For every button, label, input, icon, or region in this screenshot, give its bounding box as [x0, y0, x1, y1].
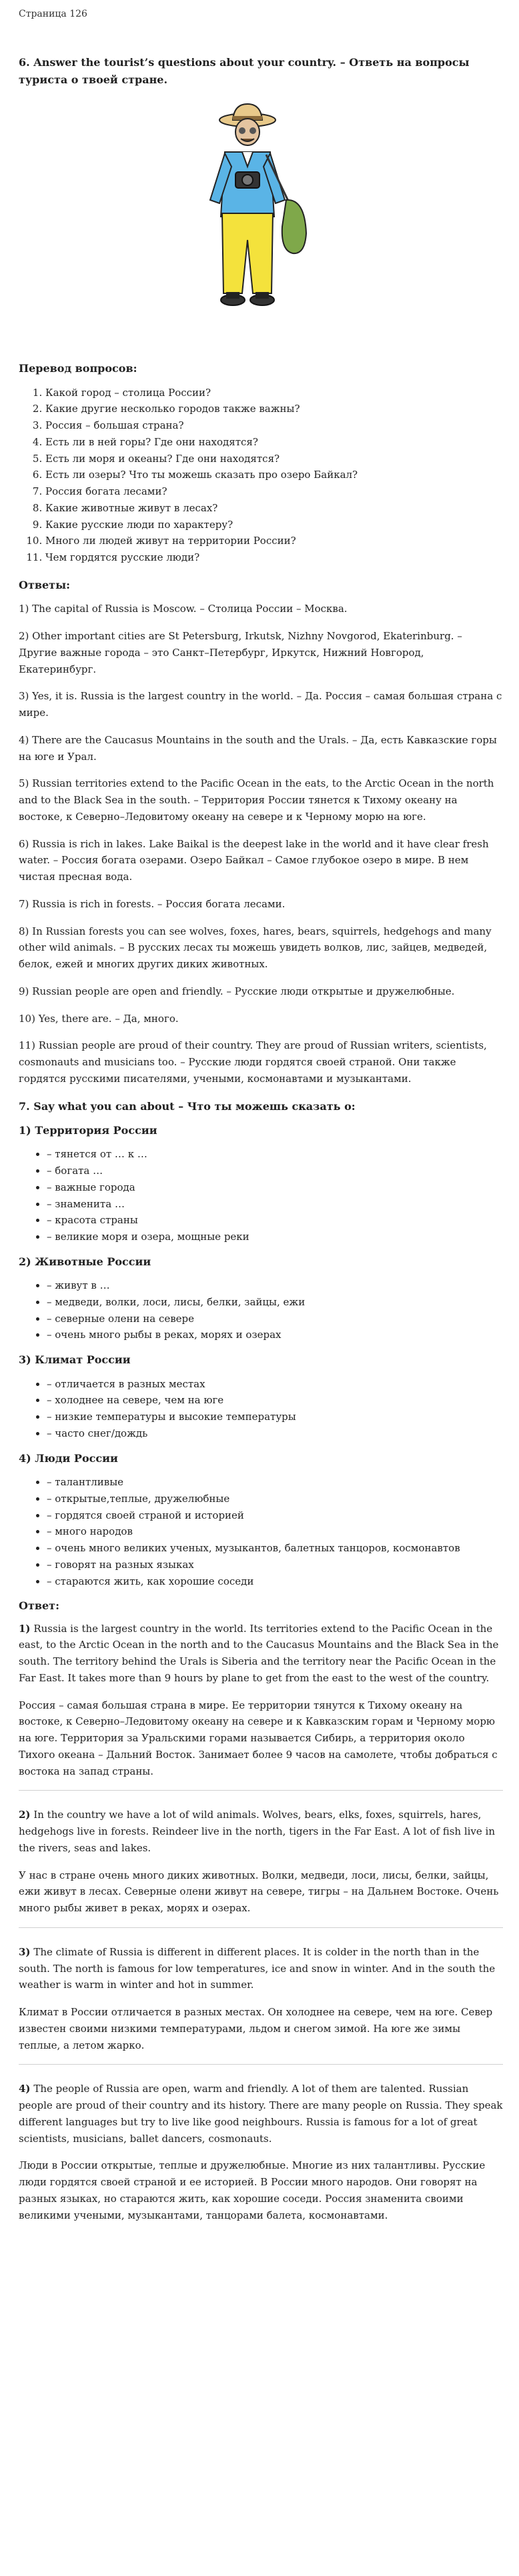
essay-en-text: Russia is the largest country in the world. Its territories extend to the Pacific Ocean in the east, to the Arctic Ocean in the north and to the Caucasus Mountains and the Black Sea in the south. The territory behind the Urals is Siberia and the territory near the Pacific Ocean in the Far East. It takes more than 9 hours by plane to get from the east to the west of the country.: [19, 1622, 499, 1684]
answer-paragraph: 4) There are the Caucasus Mountains in the south and the Urals. – Да, есть Кавказские горы на юге и Урал.: [19, 733, 497, 763]
topic-item: • – великие моря и озера, мощные реки: [47, 1229, 503, 1245]
topic-item: • – богата …: [47, 1163, 503, 1179]
task-7-heading: 7. Say what you can about – Что ты можешь сказать о:: [19, 1099, 356, 1113]
topic-item: • – стараются жить, как хорошие соседи: [47, 1573, 503, 1590]
questions-title: Перевод вопросов:: [19, 362, 137, 375]
essay-number: 4): [19, 2083, 31, 2095]
answer-paragraph: 9) Russian people are open and friendly. – Русские люди открытые и дружелюбные.: [19, 985, 455, 997]
topic-item: • – открытые,теплые, дружелюбные: [47, 1491, 503, 1507]
page-number: Страница 126: [19, 9, 87, 19]
topic-list: [19, 1146, 503, 1245]
answer-paragraph: 6) Russia is rich in lakes. Lake Baikal is the deepest lake in the world and it have clear fresh water. – Россия богата озерами. Озеро Байкал – Самое глубокое озеро в мире. В нем чистая пресная вода.: [19, 837, 489, 883]
topic-title: 1) Территория России: [19, 1123, 157, 1137]
question-item: 2. Какие другие несколько городов также важны?: [45, 401, 503, 417]
topic-title: 3) Климат России: [19, 1353, 131, 1367]
question-item: 10. Много ли людей живут на территории России?: [45, 533, 503, 549]
topic-item: • – знаменита …: [47, 1196, 503, 1213]
answer-paragraph: 7) Russia is rich in forests. – Россия богата лесами.: [19, 897, 286, 910]
question-item: 9. Какие русские люди по характеру?: [45, 517, 503, 533]
divider: [19, 1927, 503, 1928]
essays-title: Ответ:: [19, 1599, 59, 1613]
essay-number: 1): [19, 1622, 31, 1635]
topic-item: • – говорят на разных языках: [47, 1557, 503, 1573]
essay-en: [19, 1944, 503, 1993]
question-item: 1. Какой город – столица России?: [45, 385, 503, 401]
topic-list: [19, 1376, 503, 1442]
topic-item: • – важные города: [47, 1179, 503, 1196]
answer-paragraph: 8) In Russian forests you can see wolves, foxes, hares, bears, squirrels, hedgehogs and many other wild animals. – В русских лесах ты можешь увидеть волков, лис, зайцев, медведей, белок, ежей и многих других диких животных.: [19, 925, 492, 971]
question-item: 7. Россия богата лесами?: [45, 483, 503, 500]
divider: [19, 1790, 503, 1791]
essay-ru: Люди в России открытые, теплые и дружелюбные. Многие из них талантливы. Русские люди гордятся своей страной и ее историей. В России много народов. Они говорят на разных языках, но стараются жить, как хорошие соседи. Россия знаменита своими великими учеными, музыкантами, танцорами балета, космонавтами.: [19, 2159, 486, 2221]
topic-item: • – гордятся своей страной и историей: [47, 1507, 503, 1524]
answers-title: Ответы:: [19, 578, 71, 591]
essay-en-text: The climate of Russia is different in different places. It is colder in the north than in the south. The north is famous for low temperatures, ice and snow in winter. And in the south the weather is warm in winter and hot in summer.: [19, 1945, 496, 1991]
questions-list: [19, 385, 503, 566]
essay-ru: У нас в стране очень много диких животных. Волки, медведи, лоси, лисы, белки, зайцы, ежи живут в лесах. Северные олени живут на севере, тигры – на Дальнем Востоке. Очень много рыбы живет в реках, морях и озерах.: [19, 1869, 499, 1915]
topic-list: [19, 1277, 503, 1343]
answer-paragraph: 5) Russian territories extend to the Pacific Ocean in the eats, to the Arctic Ocean in the north and to the Black Sea in the south. – Территория России тянется к Тихому океану на востоке, к Северно–Ледовитому океану на севере и к Черному морю на юге.: [19, 777, 494, 823]
topic-item: • – медведи, волки, лоси, лисы, белки, зайцы, ежи: [47, 1294, 503, 1311]
answer-paragraph: 2) Other important cities are St Petersburg, Irkutsk, Nizhny Novgorod, Ekaterinburg. – Другие важные города – это Санкт–Петербург, Иркутск, Нижний Новгород, Екатеринбург.: [19, 630, 462, 675]
topic-list: [19, 1474, 503, 1589]
question-item: 8. Какие животные живут в лесах?: [45, 500, 503, 517]
answer-paragraph: 3) Yes, it is. Russia is the largest country in the world. – Да. Россия – самая большая страна с мире.: [19, 690, 502, 719]
topic-item: • – красота страны: [47, 1212, 503, 1229]
essay-en: [19, 1621, 503, 1687]
topic-item: • – тянется от … к …: [47, 1146, 503, 1163]
topic-title: 2) Животные России: [19, 1255, 151, 1268]
essay-number: 3): [19, 1945, 31, 1958]
topic-item: • – много народов: [47, 1523, 503, 1540]
essay-en: [19, 2081, 503, 2147]
topic-item: • – очень много великих ученых, музыкантов, балетных танцоров, космонавтов: [47, 1540, 503, 1557]
topic-item: • – живут в …: [47, 1277, 503, 1294]
topic-item: • – холоднее на севере, чем на юге: [47, 1392, 503, 1409]
essay-ru: Россия – самая большая страна в мире. Ее территории тянутся к Тихому океану на востоке, к Северно–Ледовитому океану на севере и к Кавказским горам и Черному морю на юге. Территория за Уральскими горами называется Сибирь, а территория около Тихого океана – Дальний Восток. Занимает более 9 часов на самолете, чтобы добраться с востока на запад страны.: [19, 1699, 498, 1777]
essay-en-text: The people of Russia are open, warm and friendly. A lot of them are talented. Russian people are proud of their country and its history. There are many people on Russia. They speak different languages but try to live like good neighbours. Russia is famous for a lot of great scientists, musicians, ballet dancers, cosmonauts.: [19, 2083, 503, 2145]
answer-paragraph: 10) Yes, there are. – Да, много.: [19, 1012, 179, 1025]
question-item: 5. Есть ли моря и океаны? Где они находятся?: [45, 451, 503, 467]
essay-ru: Климат в России отличается в разных местах. Он холоднее на севере, чем на юге. Север известен своими низкими температурами, льдом и снегом зимой. На юге же зимы теплые, а летом жарко.: [19, 2006, 493, 2051]
topic-item: • – часто снег/дождь: [47, 1425, 503, 1442]
topic-title: 4) Люди России: [19, 1451, 118, 1465]
question-item: 6. Есть ли озеры? Что ты можешь сказать про озеро Байкал?: [45, 467, 503, 483]
essay-number: 2): [19, 1809, 31, 1821]
essay-en: [19, 1807, 503, 1856]
topic-item: • – низкие температуры и высокие температуры: [47, 1409, 503, 1425]
divider: [19, 2064, 503, 2065]
essay-en-text: In the country we have a lot of wild animals. Wolves, bears, elks, foxes, squirrels, hares, hedgehogs live in forests. Reindeer live in the north, tigers in the Far East. A lot of fish live in the rivers, seas and lakes.: [19, 1809, 495, 1854]
task-6-heading: 6. Answer the tourist’s questions about your country. – Ответь на вопросы туриста о твоей стране.: [19, 56, 470, 86]
question-item: 11. Чем гордятся русские люди?: [45, 549, 503, 566]
answer-paragraph: 11) Russian people are proud of their country. They are proud of Russian writers, scientists, cosmonauts and musicians too. – Русские люди гордятся своей страной. Они также гордятся русскими писателями, учеными, космонавтами и музыкантами.: [19, 1039, 487, 1085]
question-item: 4. Есть ли в ней горы? Где они находятся?: [45, 434, 503, 451]
topic-item: • – отличается в разных местах: [47, 1376, 503, 1393]
topic-item: • – очень много рыбы в реках, морях и озерах: [47, 1327, 503, 1343]
tourist-illustration: [181, 100, 341, 320]
answer-paragraph: 1) The capital of Russia is Moscow. – Столица России – Москва.: [19, 603, 348, 615]
topic-item: • – талантливые: [47, 1474, 503, 1491]
topic-item: • – северные олени на севере: [47, 1311, 503, 1327]
question-item: 3. Россия – большая страна?: [45, 417, 503, 434]
